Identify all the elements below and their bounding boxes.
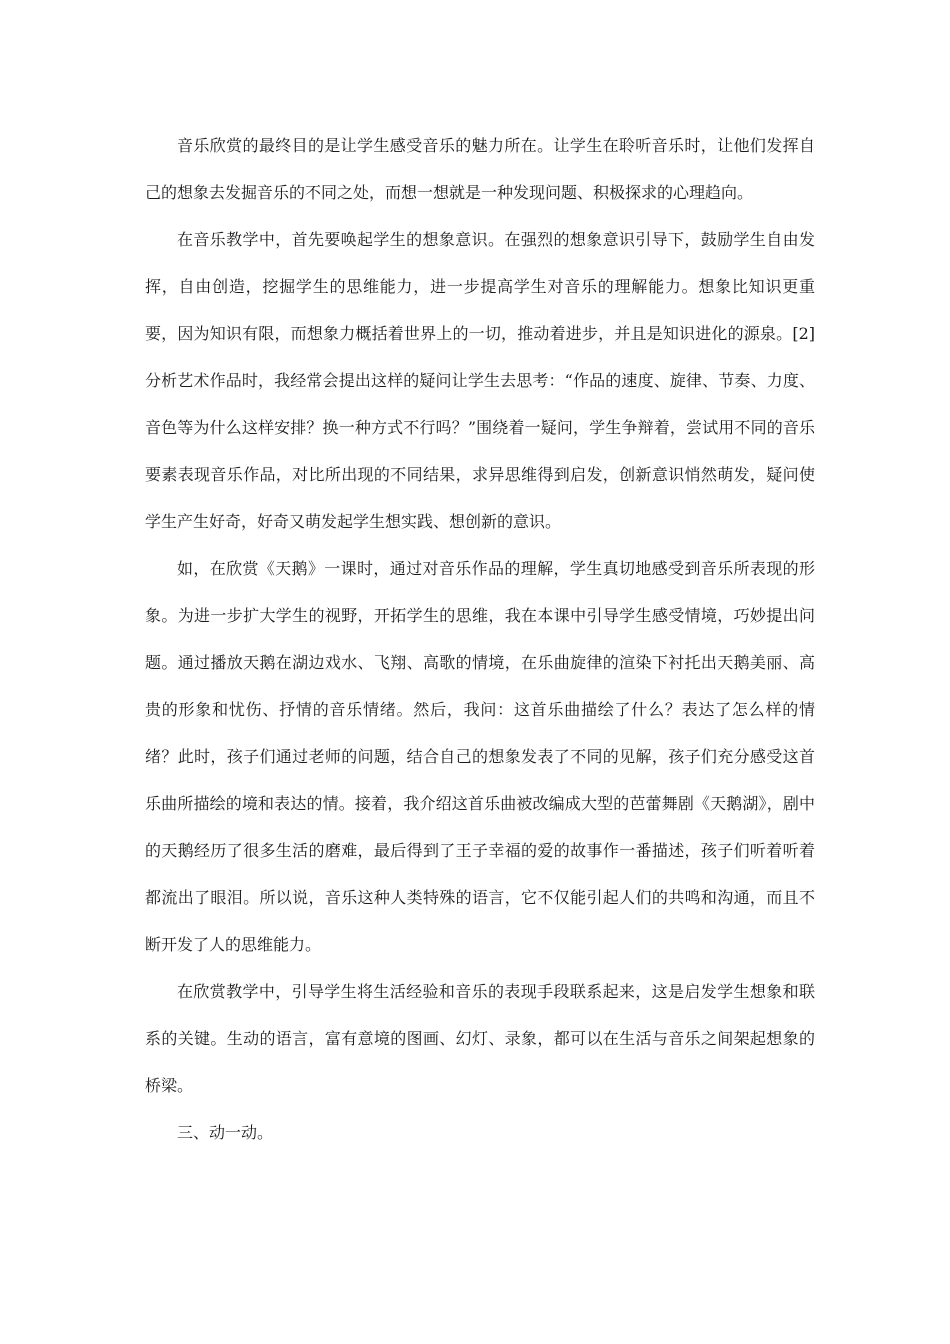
paragraph-3: 如，在欣赏《天鹅》一课时，通过对音乐作品的理解，学生真切地感受到音乐所表现的形象。为进一步扩大学生的视野，开拓学生的思维，我在本课中引导学生感受情境，巧妙提出问题。通过播放天鹅在湖边戏水、飞翔、高歌的情境，在乐曲旋律的渲染下衬托出天鹅美丽、高贵的形象和忧伤、抒情的音乐情绪。然后，我问：这首乐曲描绘了什么？表达了怎么样的情绪？此时，孩子们通过老师的问题，结合自己的想象发表了不同的见解，孩子们充分感受这首乐曲所描绘的境和表达的情。接着，我介绍这首乐曲被改编成大型的芭蕾舞剧《天鹅湖》，剧中的天鹅经历了很多生活的磨难，最后得到了王子幸福的爱的故事作一番描述，孩子们听着听着都流出了眼泪。所以说，音乐这种人类特殊的语言，它不仅能引起人们的共鸣和沟通，而且不断开发了人的思维能力。 — [145, 559, 815, 954]
section-heading: 三、动一动。 — [177, 1123, 274, 1142]
body-text — [145, 122, 815, 1156]
paragraph-1: 音乐欣赏的最终目的是让学生感受音乐的魅力所在。让学生在聆听音乐时，让他们发挥自己的想象去发掘音乐的不同之处，而想一想就是一种发现问题、积极探求的心理趋向。 — [145, 136, 815, 202]
paragraph-2: 在音乐教学中，首先要唤起学生的想象意识。在强烈的想象意识引导下，鼓励学生自由发挥，自由创造，挖掘学生的思维能力，进一步提高学生对音乐的理解能力。想象比知识更重要，因为知识有限，而想象力概括着世界上的一切，推动着进步，并且是知识进化的源泉。[2]分析艺术作品时，我经常会提出这样的疑问让学生去思考：“作品的速度、旋律、节奏、力度、音色等为什么这样安排？换一种方式不行吗？”围绕着一疑问，学生争辩着，尝试用不同的音乐要素表现音乐作品，对比所出现的不同结果，求异思维得到启发，创新意识悄然萌发，疑问使学生产生好奇，好奇又萌发起学生想实践、想创新的意识。 — [145, 230, 815, 531]
paragraph-4: 在欣赏教学中，引导学生将生活经验和音乐的表现手段联系起来，这是启发学生想象和联系的关键。生动的语言，富有意境的图画、幻灯、录象，都可以在生活与音乐之间架起想象的桥梁。 — [145, 982, 815, 1095]
